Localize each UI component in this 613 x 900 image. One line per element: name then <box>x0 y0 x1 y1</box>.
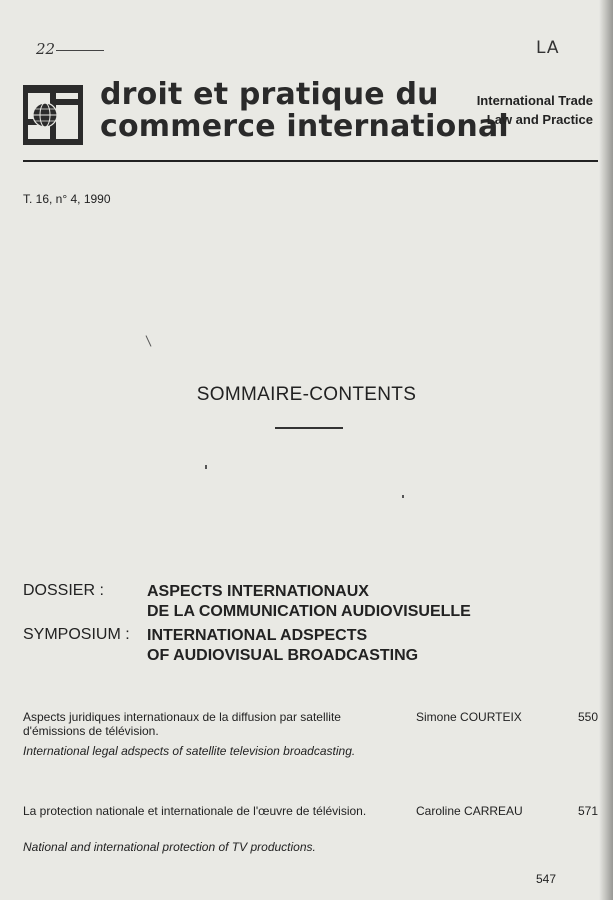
contents-heading: SOMMAIRE-CONTENTS <box>196 384 417 405</box>
page-edge-shadow <box>599 0 613 900</box>
journal-title-english <box>458 91 593 129</box>
entry-title-english: National and international protection of TV productions. <box>23 840 316 854</box>
journal-logo-icon <box>23 85 83 145</box>
entry-page: 550 <box>577 710 598 724</box>
page-number: 547 <box>536 872 557 886</box>
dossier-title-line1: ASPECTS INTERNATIONAUX <box>147 583 369 600</box>
entry-title-french: La protection nationale et internationale de l'œuvre de télévision. <box>23 804 367 818</box>
entry-author: Caroline CARREAU <box>416 804 523 818</box>
symposium-label: SYMPOSIUM : <box>23 626 130 643</box>
handwritten-mark: LA <box>536 38 560 58</box>
symposium-title <box>147 626 418 666</box>
scan-speck <box>205 465 207 469</box>
issue-info: T. 16, n° 4, 1990 <box>23 192 111 206</box>
dossier-label: DOSSIER : <box>23 582 104 599</box>
entry-title-english: International legal adspects of satellite television broadcasting. <box>23 744 356 758</box>
contents-heading-rule <box>275 427 343 429</box>
symposium-title-line1: INTERNATIONAL ADSPECTS <box>147 627 368 644</box>
journal-title-english-line2: Law and Practice <box>486 112 593 127</box>
journal-title-french <box>100 79 509 143</box>
dossier-title-line2: DE LA COMMUNICATION AUDIOVISUELLE <box>147 603 471 620</box>
scan-speck <box>402 495 404 498</box>
symposium-title-line2: OF AUDIOVISUAL BROADCASTING <box>147 647 419 664</box>
journal-title-english-line1: International Trade <box>476 93 593 108</box>
scan-speck <box>146 335 152 346</box>
entry-author: Simone COURTEIX <box>416 710 522 724</box>
dossier-title <box>147 582 471 622</box>
entry-title-french: Aspects juridiques internationaux de la diffusion par satellite d'émissions de télévision. <box>23 710 341 738</box>
journal-title-french-line2: commerce international <box>100 109 509 144</box>
entry-page: 571 <box>577 804 598 818</box>
handwritten-number: 22 <box>36 40 56 58</box>
header-divider <box>23 160 598 162</box>
journal-title-french-line1: droit et pratique du <box>100 77 439 112</box>
